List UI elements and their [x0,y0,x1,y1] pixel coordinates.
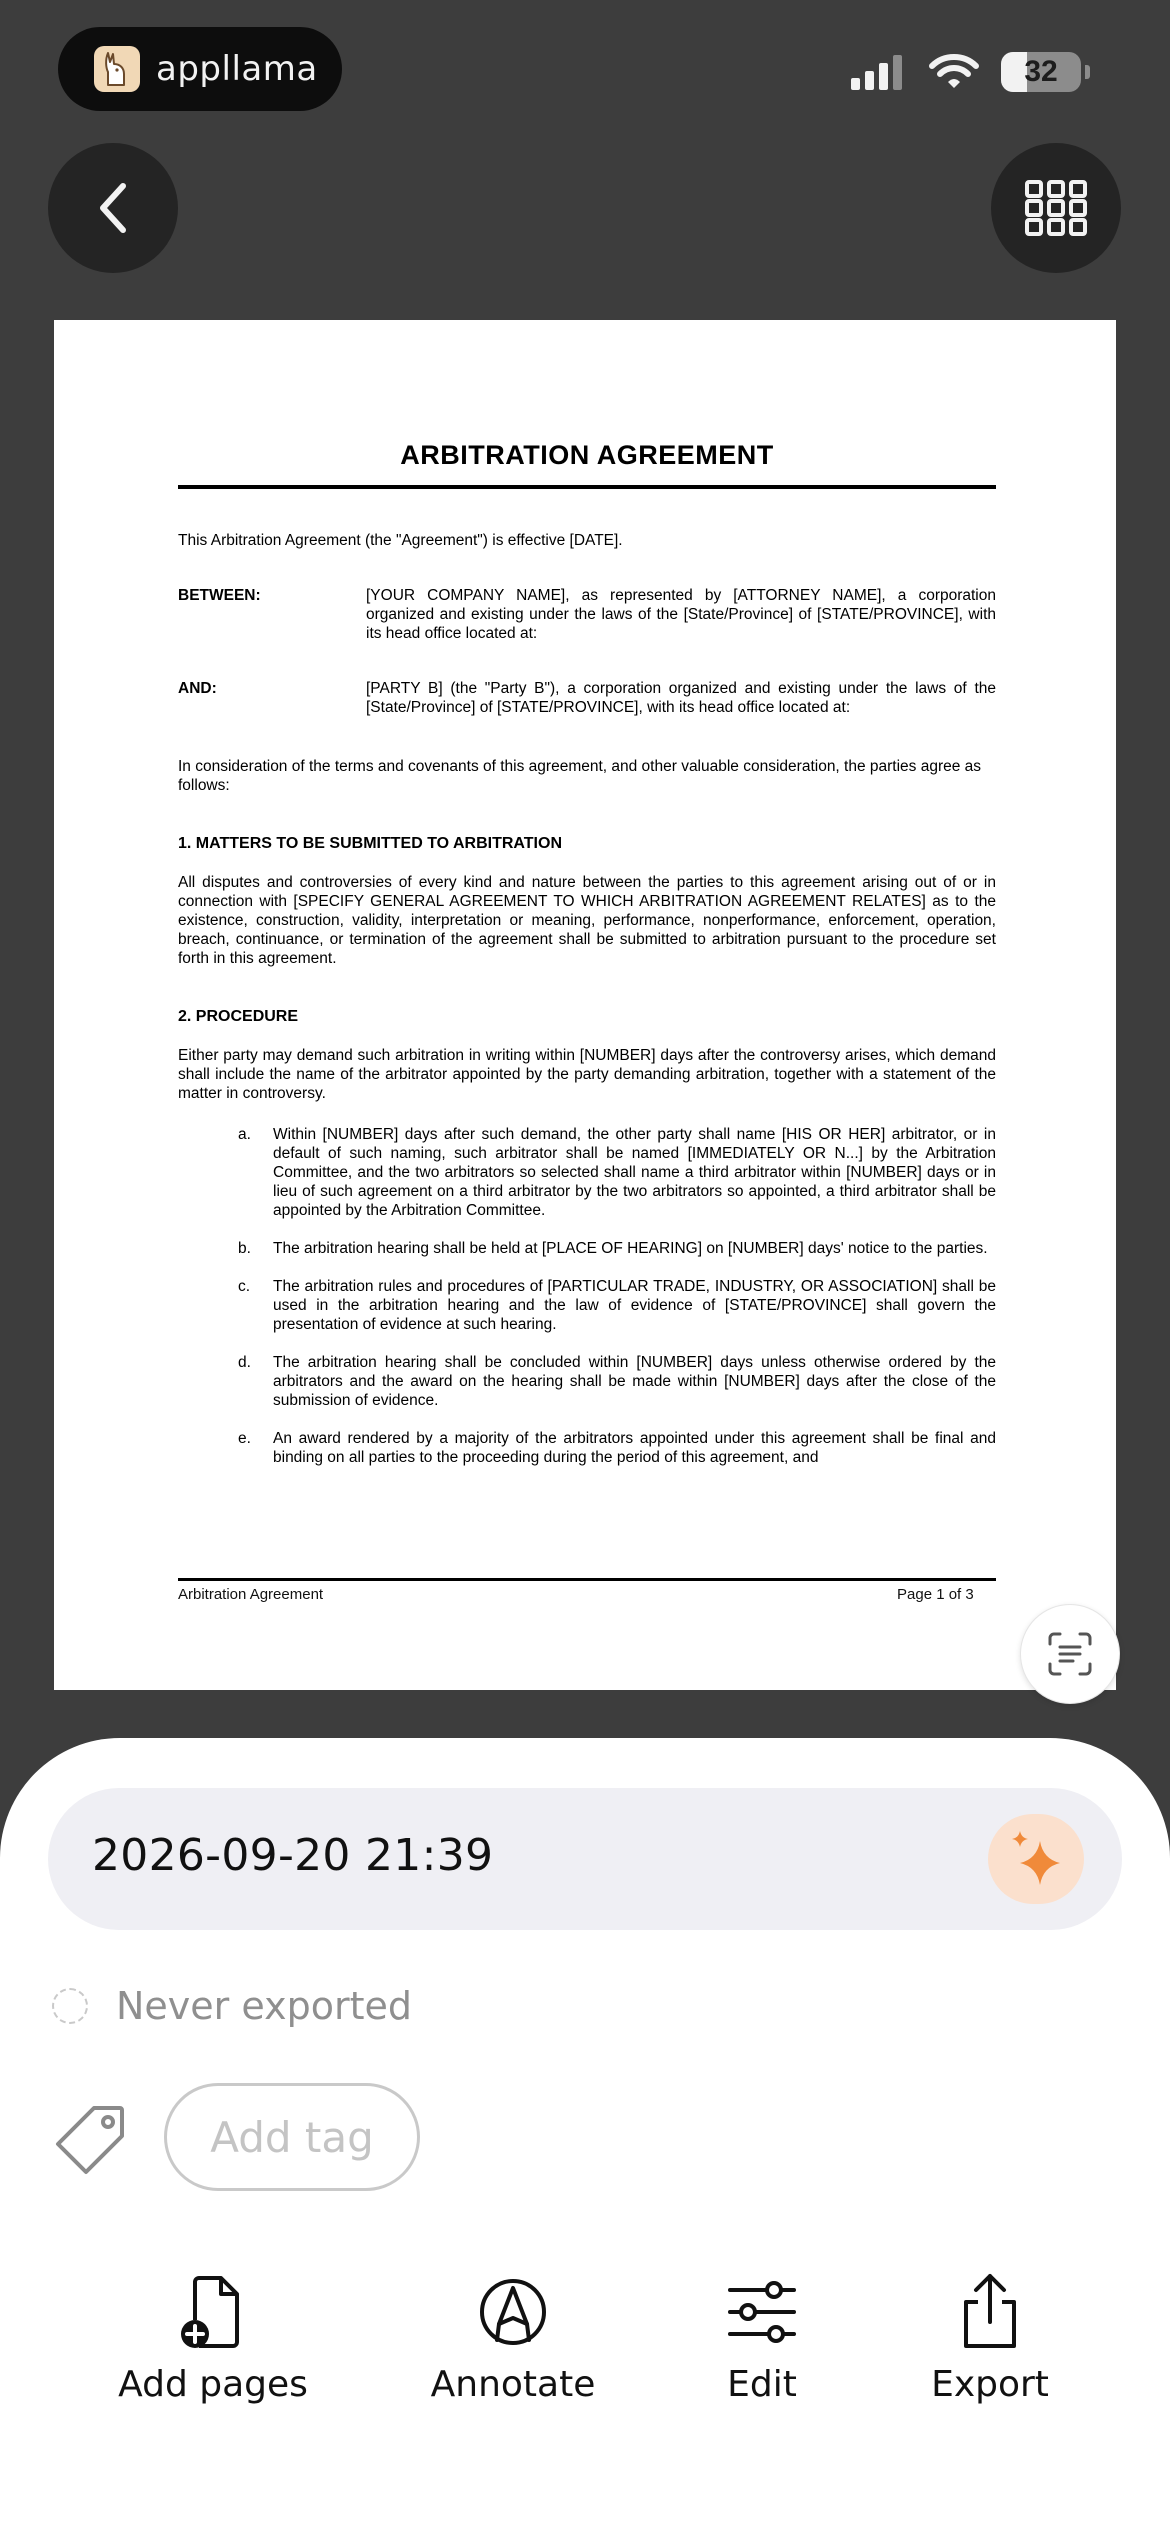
list-item-text: The arbitration rules and procedures of [PARTICULAR TRADE, INDUSTRY, OR ASSOCIATION] shall be used in the arbitration hearing and the law of evidence of [STATE/PROVINCE] shall govern the presentation of evidence at such hearing. [273,1278,996,1333]
list-item-letter: b. [238,1240,251,1257]
list-item-letter: a. [238,1126,251,1143]
section-body: All disputes and controversies of every kind and nature between the parties to this agreement arising out of or in connection with [SPECIFY GENERAL AGREEMENT TO WHICH ARBITRATION AGREEMENT RELATES] as to the existence, construction, validity, interpretation or meaning, performance, nonperformance, enforcement, operation, breach, continuance, or termination of the agreement shall be submitted to arbitration pursuant to the procedure set forth in this agreement. [178,874,996,967]
ai-rename-button[interactable] [988,1814,1084,1904]
document-title: ARBITRATION AGREEMENT [400,440,774,470]
list-item-text: An award rendered by a majority of the arbitrators appointed under this agreement shall be final and binding on all parties to the proceeding during the period of this agreement, and [273,1430,996,1466]
party-label: AND: [178,680,217,697]
battery-percent: 32 [1024,55,1058,88]
battery-fill [1001,52,1027,92]
pages-grid-button[interactable] [991,143,1121,273]
add-page-icon [175,2272,251,2352]
battery-cap [1085,65,1090,79]
document-title-value[interactable]: 2026-09-20 21:39 [92,1830,494,1881]
document-intro: This Arbitration Agreement (the "Agreement") is effective [DATE]. [178,532,623,549]
footer-divider [178,1578,996,1581]
list-item-text: The arbitration hearing shall be held at [PLACE OF HEARING] on [NUMBER] days' notice to the parties. [273,1240,988,1257]
document-page[interactable] [54,320,1116,1690]
list-item [238,1239,996,1258]
party-text: [YOUR COMPANY NAME], as represented by [ATTORNEY NAME], a corporation organized and existing under the laws of the [State/Province] of [STATE/PROVINCE], with its head office located at: [366,587,996,642]
export-status-text: Never exported [116,1984,412,2028]
add-tag-button[interactable]: Add tag [164,2083,420,2191]
document-details-sheet [0,1738,1170,2532]
list-item [238,1125,996,1220]
text-scan-icon [1046,1630,1094,1678]
list-item-letter: c. [238,1278,251,1295]
share-icon [952,2272,1028,2352]
export-label: Export [931,2364,1049,2405]
party-row [178,586,996,643]
procedure-list [178,1125,996,1467]
status-icons [851,52,1090,92]
signal-icon [851,54,907,90]
party-label: BETWEEN: [178,587,261,604]
section-heading: 2. PROCEDURE [178,1008,299,1025]
tag-icon [50,2100,130,2180]
footer-page-number: Page 1 of 3 [897,1586,974,1603]
list-item-letter: e. [238,1430,251,1447]
pen-icon [475,2272,551,2352]
list-item-text: The arbitration hearing shall be concluded within [NUMBER] days unless otherwise ordered by the arbitrators and the award on the hearing shall be made within [NUMBER] days after the close of the submission of evidence. [273,1354,996,1409]
export-button[interactable] [870,2272,1110,2405]
document-title-field[interactable] [48,1788,1122,1930]
list-item [238,1353,996,1410]
footer-left: Arbitration Agreement [178,1586,324,1603]
party-text: [PARTY B] (the "Party B"), a corporation organized and existing under the laws of the [State/Province] of [STATE/PROVINCE], with its head office located at: [366,680,996,716]
list-item-letter: d. [238,1354,251,1371]
annotate-label: Annotate [430,2364,596,2405]
app-name: appllama [156,49,318,89]
section-body: Either party may demand such arbitration in writing within [NUMBER] days after the controversy arises, which demand shall include the name of the arbitrator appointed by the party demanding arbitration, together with a statement of the matter in controversy. [178,1047,996,1102]
export-status-icon [52,1988,88,2024]
list-item [238,1277,996,1334]
battery-icon [1001,52,1081,92]
add-pages-label: Add pages [118,2364,308,2405]
party-row [178,679,996,717]
section-heading: 1. MATTERS TO BE SUBMITTED TO ARBITRATION [178,835,562,852]
consideration-text: In consideration of the terms and covenants of this agreement, and other valuable consideration, the parties agree as follows: [178,758,982,794]
grid-icon [1025,180,1087,236]
back-button[interactable] [48,143,178,273]
sparkle-icon [1004,1827,1068,1891]
edit-label: Edit [727,2364,797,2405]
annotate-button[interactable] [393,2272,633,2405]
title-divider [178,485,996,489]
llama-logo-icon [94,46,140,92]
bottom-toolbar [0,2272,1170,2432]
document-content [178,440,996,1486]
status-bar [0,0,1170,130]
list-item-text: Within [NUMBER] days after such demand, the other party shall name [HIS OR HER] arbitrator, or in default of such naming, such arbitrator shall be named [IMMEDIATELY OR N...] by the Arbitration Committee, and the two arbitrators so selected shall name a third arbitrator within [NUMBER] days or in lieu of such agreement on a third arbitrator by the two arbitrators so appointed, a third arbitrator shall be appointed by the Arbitration Committee. [273,1126,996,1219]
export-status [52,1984,412,2028]
text-scan-button[interactable] [1020,1604,1120,1704]
back-to-app-pill[interactable] [58,27,342,111]
list-item [238,1429,996,1467]
chevron-left-icon [91,178,135,238]
add-pages-button[interactable] [93,2272,333,2405]
edit-button[interactable] [642,2272,882,2405]
sliders-icon [724,2272,800,2352]
wifi-icon [929,53,979,91]
